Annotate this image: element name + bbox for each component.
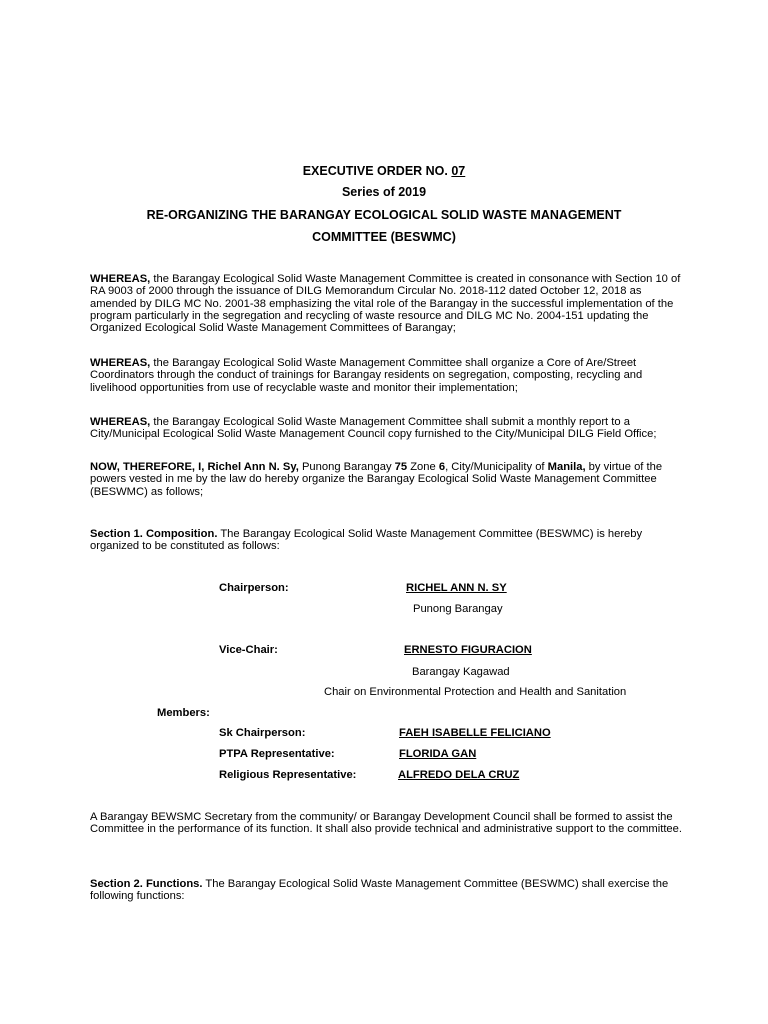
series-line: Series of 2019 (341, 185, 427, 199)
vice-chair-label: Vice-Chair: (219, 644, 278, 656)
member-name: FAEH ISABELLE FELICIANO (399, 727, 551, 739)
whereas-paragraph-2 (90, 357, 690, 394)
secretary-paragraph: A Barangay BEWSMC Secretary from the community/ or Barangay Development Council shall be formed to assist the Committee in the performance of its function. It shall also provide technical and administrative support to the committee. (90, 811, 682, 836)
zone-number: 6 (438, 461, 446, 473)
member-label: Religious Representative: (219, 769, 357, 781)
whereas-paragraph-3 (90, 416, 690, 441)
barangay-number: 75 (394, 461, 408, 473)
now-therefore-text: Punong Barangay (298, 461, 395, 473)
order-prefix: EXECUTIVE ORDER NO. (302, 164, 452, 178)
whereas-text: the Barangay Ecological Solid Waste Management Committee shall submit a monthly report to a City/Municipal Ecological Solid Waste Management Council copy furnished to the City/Municipal DILG Field Office; (90, 416, 657, 441)
title-line-1: RE-ORGANIZING THE BARANGAY ECOLOGICAL SOLID WASTE MANAGEMENT (146, 208, 622, 222)
title-line-2: COMMITTEE (BESWMC) (312, 230, 456, 244)
vice-chair-title: Barangay Kagawad (412, 666, 510, 678)
whereas-lead: WHEREAS, (90, 416, 151, 428)
member-name: ALFREDO DELA CRUZ (398, 769, 520, 781)
now-therefore-text: by virtue of the powers vested in me by the law do hereby organize the Barangay Ecological Solid Waste Management Committee (BESWMC) as follows; (90, 461, 663, 498)
chairperson-title: Punong Barangay (413, 603, 503, 615)
section-2-text: The Barangay Ecological Solid Waste Management Committee (BESWMC) shall exercise the following functions: (90, 878, 669, 903)
section-1-heading: Section 1. Composition. (90, 528, 218, 540)
section-2-heading: Section 2. Functions. (90, 878, 203, 890)
executive-order-heading (0, 163, 768, 179)
vice-chair-name: ERNESTO FIGURACION (404, 644, 532, 656)
now-therefore-text: , City/Municipality of (445, 461, 548, 473)
member-label: PTPA Representative: (219, 748, 335, 760)
chairperson-label: Chairperson: (219, 582, 289, 594)
member-name: FLORIDA GAN (399, 748, 477, 760)
whereas-lead: WHEREAS, (90, 273, 151, 285)
section-2-paragraph (90, 878, 690, 903)
now-therefore-lead: NOW, THEREFORE, I, Richel Ann N. Sy, (90, 461, 299, 473)
whereas-text: the Barangay Ecological Solid Waste Management Committee shall organize a Core of Are/Street Coordinators through the conduct of trainings for Barangay residents on segregation, composting, recycling and livelihood opportunities from use of recyclable waste and monitor their implementation; (90, 357, 643, 394)
member-label: Sk Chairperson: (219, 727, 306, 739)
section-1-text: The Barangay Ecological Solid Waste Management Committee (BESWMC) is hereby organized to be constituted as follows: (90, 528, 643, 553)
now-therefore-paragraph (90, 461, 690, 498)
whereas-text: the Barangay Ecological Solid Waste Management Committee is created in consonance with Section 10 of RA 9003 of 2000 through the issuance of DILG Memorandum Circular No. 2018-112 dated October 12, 2018 as amended by DILG MC No. 2001-38 emphasizing the vital role of the Barangay in the successful implementation of the program particularly in the segregation and recycling of waste resource and DILG MC No. 2004-151 updating the Organized Ecological Solid Waste Management Committees of Barangay; (90, 273, 681, 335)
whereas-paragraph-1 (90, 273, 690, 334)
whereas-lead: WHEREAS, (90, 357, 151, 369)
order-number: 07 (451, 164, 466, 178)
section-1-paragraph (90, 528, 690, 553)
chairperson-name: RICHEL ANN N. SY (406, 582, 507, 594)
city-name: Manila, (547, 461, 586, 473)
members-label: Members: (157, 707, 210, 719)
vice-chair-role: Chair on Environmental Protection and Health and Sanitation (324, 686, 627, 698)
now-therefore-text: Zone (407, 461, 439, 473)
